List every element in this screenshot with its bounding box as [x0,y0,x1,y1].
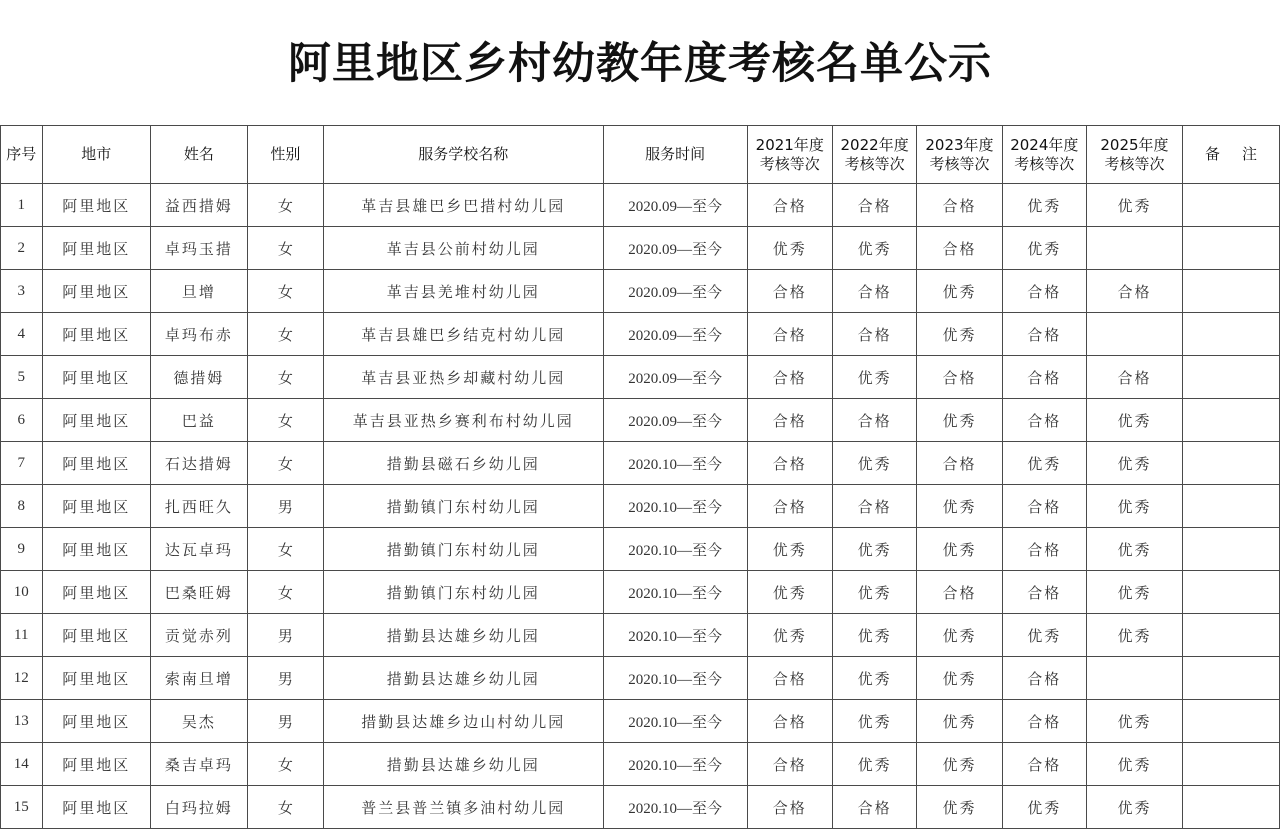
table-header [1,126,1280,184]
cell-name: 扎西旺久 [150,485,247,528]
cell-2022-grade: 合格 [832,313,916,356]
cell-2022-grade: 优秀 [832,227,916,270]
cell-2024-grade: 合格 [1002,270,1086,313]
cell-2025-grade: 优秀 [1087,700,1183,743]
cell-index: 15 [1,786,43,829]
cell-school: 革吉县亚热乡却藏村幼儿园 [323,356,603,399]
table-row [1,571,1280,614]
cell-city: 阿里地区 [42,313,150,356]
header-gender: 性别 [247,126,323,184]
cell-2021-grade: 合格 [747,356,832,399]
header-2024 [1002,126,1086,184]
cell-remark [1182,313,1279,356]
cell-2021-grade: 合格 [747,399,832,442]
table-row [1,227,1280,270]
cell-2023-grade: 优秀 [917,270,1002,313]
header-index: 序号 [1,126,43,184]
cell-gender: 女 [247,743,323,786]
cell-2021-grade: 优秀 [747,528,832,571]
cell-2024-grade: 合格 [1002,485,1086,528]
table-row [1,313,1280,356]
cell-city: 阿里地区 [42,356,150,399]
cell-2024-grade: 合格 [1002,571,1086,614]
cell-2021-grade: 优秀 [747,571,832,614]
cell-remark [1182,442,1279,485]
cell-name: 贡觉赤列 [150,614,247,657]
table-row [1,657,1280,700]
cell-name: 卓玛布赤 [150,313,247,356]
cell-city: 阿里地区 [42,571,150,614]
cell-remark [1182,227,1279,270]
cell-remark [1182,657,1279,700]
cell-2022-grade: 合格 [832,786,916,829]
cell-name: 旦增 [150,270,247,313]
cell-gender: 女 [247,786,323,829]
cell-service-time: 2020.10—至今 [603,614,747,657]
cell-2024-grade: 合格 [1002,528,1086,571]
cell-2023-grade: 合格 [917,227,1002,270]
cell-name: 卓玛玉措 [150,227,247,270]
cell-2025-grade [1087,313,1183,356]
cell-index: 5 [1,356,43,399]
cell-service-time: 2020.09—至今 [603,270,747,313]
cell-2022-grade: 合格 [832,399,916,442]
cell-index: 13 [1,700,43,743]
cell-name: 索南旦增 [150,657,247,700]
table-row [1,356,1280,399]
cell-2021-grade: 优秀 [747,227,832,270]
cell-service-time: 2020.10—至今 [603,743,747,786]
cell-2021-grade: 优秀 [747,614,832,657]
cell-gender: 女 [247,442,323,485]
cell-2024-grade: 合格 [1002,657,1086,700]
cell-index: 6 [1,399,43,442]
cell-2021-grade: 合格 [747,184,832,227]
cell-index: 4 [1,313,43,356]
cell-2021-grade: 合格 [747,313,832,356]
cell-2023-grade: 合格 [917,571,1002,614]
cell-city: 阿里地区 [42,614,150,657]
cell-2023-grade: 合格 [917,442,1002,485]
cell-name: 巴益 [150,399,247,442]
cell-name: 德措姆 [150,356,247,399]
cell-2025-grade: 优秀 [1087,442,1183,485]
cell-2025-grade [1087,657,1183,700]
cell-2024-grade: 优秀 [1002,184,1086,227]
cell-2023-grade: 优秀 [917,614,1002,657]
cell-index: 3 [1,270,43,313]
header-2025-year: 2025年度 [1100,135,1169,154]
table-row [1,485,1280,528]
cell-gender: 男 [247,657,323,700]
cell-school: 革吉县亚热乡赛利布村幼儿园 [323,399,603,442]
cell-2021-grade: 合格 [747,485,832,528]
header-2022-year: 2022年度 [840,135,909,154]
cell-2025-grade: 优秀 [1087,184,1183,227]
cell-school: 措勤镇门东村幼儿园 [323,571,603,614]
cell-name: 达瓦卓玛 [150,528,247,571]
cell-gender: 女 [247,356,323,399]
cell-2023-grade: 优秀 [917,786,1002,829]
cell-city: 阿里地区 [42,528,150,571]
table-row [1,442,1280,485]
cell-name: 益西措姆 [150,184,247,227]
cell-2024-grade: 优秀 [1002,442,1086,485]
cell-2022-grade: 优秀 [832,571,916,614]
cell-service-time: 2020.09—至今 [603,356,747,399]
cell-school: 措勤镇门东村幼儿园 [323,485,603,528]
cell-remark [1182,270,1279,313]
cell-city: 阿里地区 [42,270,150,313]
header-2023-year: 2023年度 [925,135,994,154]
cell-school: 革吉县雄巴乡结克村幼儿园 [323,313,603,356]
cell-remark [1182,786,1279,829]
cell-index: 2 [1,227,43,270]
header-2025 [1087,126,1183,184]
cell-2021-grade: 合格 [747,786,832,829]
page-title: 阿里地区乡村幼教年度考核名单公示 [288,39,992,89]
cell-city: 阿里地区 [42,657,150,700]
cell-2023-grade: 合格 [917,184,1002,227]
table-row [1,184,1280,227]
cell-gender: 女 [247,270,323,313]
cell-index: 14 [1,743,43,786]
cell-school: 普兰县普兰镇多油村幼儿园 [323,786,603,829]
cell-gender: 男 [247,614,323,657]
cell-2025-grade: 优秀 [1087,528,1183,571]
cell-index: 1 [1,184,43,227]
cell-2023-grade: 优秀 [917,399,1002,442]
cell-city: 阿里地区 [42,399,150,442]
cell-2024-grade: 优秀 [1002,614,1086,657]
cell-2023-grade: 优秀 [917,700,1002,743]
header-2023-grade: 考核等次 [929,154,990,173]
table-row [1,743,1280,786]
cell-2024-grade: 合格 [1002,700,1086,743]
cell-remark [1182,184,1279,227]
cell-gender: 女 [247,528,323,571]
cell-2022-grade: 优秀 [832,442,916,485]
cell-service-time: 2020.10—至今 [603,786,747,829]
cell-service-time: 2020.10—至今 [603,485,747,528]
cell-2025-grade: 优秀 [1087,399,1183,442]
cell-city: 阿里地区 [42,743,150,786]
cell-2023-grade: 优秀 [917,485,1002,528]
cell-2023-grade: 合格 [917,356,1002,399]
cell-city: 阿里地区 [42,184,150,227]
cell-2022-grade: 优秀 [832,528,916,571]
cell-2023-grade: 优秀 [917,743,1002,786]
table-body [1,184,1280,829]
cell-service-time: 2020.10—至今 [603,700,747,743]
cell-school: 革吉县公前村幼儿园 [323,227,603,270]
cell-remark [1182,399,1279,442]
cell-2022-grade: 优秀 [832,700,916,743]
cell-2025-grade: 优秀 [1087,571,1183,614]
cell-school: 措勤县磁石乡幼儿园 [323,442,603,485]
cell-2024-grade: 合格 [1002,356,1086,399]
header-2022-grade: 考核等次 [844,154,905,173]
cell-index: 10 [1,571,43,614]
header-2024-grade: 考核等次 [1014,154,1075,173]
cell-school: 措勤县达雄乡幼儿园 [323,743,603,786]
cell-gender: 女 [247,571,323,614]
cell-2023-grade: 优秀 [917,657,1002,700]
header-2021 [747,126,832,184]
header-school: 服务学校名称 [323,126,603,184]
header-service-time: 服务时间 [603,126,747,184]
assessment-table [0,125,1280,829]
cell-remark [1182,528,1279,571]
cell-service-time: 2020.09—至今 [603,313,747,356]
cell-2023-grade: 优秀 [917,313,1002,356]
cell-2025-grade: 优秀 [1087,786,1183,829]
cell-2025-grade: 优秀 [1087,614,1183,657]
header-2024-year: 2024年度 [1010,135,1079,154]
header-2025-grade: 考核等次 [1104,154,1165,173]
cell-2025-grade [1087,227,1183,270]
table-row [1,700,1280,743]
cell-school: 革吉县羌堆村幼儿园 [323,270,603,313]
cell-index: 11 [1,614,43,657]
table-row [1,270,1280,313]
cell-2024-grade: 优秀 [1002,786,1086,829]
cell-school: 措勤县达雄乡幼儿园 [323,614,603,657]
cell-2022-grade: 优秀 [832,657,916,700]
cell-2022-grade: 合格 [832,270,916,313]
cell-name: 巴桑旺姆 [150,571,247,614]
cell-service-time: 2020.09—至今 [603,227,747,270]
cell-school: 措勤镇门东村幼儿园 [323,528,603,571]
cell-2021-grade: 合格 [747,743,832,786]
cell-city: 阿里地区 [42,485,150,528]
header-2021-year: 2021年度 [755,135,824,154]
table-row [1,614,1280,657]
cell-remark [1182,743,1279,786]
cell-city: 阿里地区 [42,700,150,743]
cell-2021-grade: 合格 [747,657,832,700]
table-row [1,528,1280,571]
cell-index: 8 [1,485,43,528]
cell-2022-grade: 优秀 [832,356,916,399]
cell-remark [1182,571,1279,614]
cell-service-time: 2020.10—至今 [603,528,747,571]
cell-2022-grade: 优秀 [832,614,916,657]
cell-2022-grade: 合格 [832,485,916,528]
cell-service-time: 2020.09—至今 [603,399,747,442]
cell-2025-grade: 优秀 [1087,485,1183,528]
cell-city: 阿里地区 [42,786,150,829]
cell-remark [1182,485,1279,528]
cell-2024-grade: 合格 [1002,743,1086,786]
header-name: 姓名 [150,126,247,184]
cell-2024-grade: 合格 [1002,399,1086,442]
cell-2025-grade: 优秀 [1087,743,1183,786]
table-row [1,786,1280,829]
cell-gender: 女 [247,184,323,227]
cell-2024-grade: 优秀 [1002,227,1086,270]
cell-name: 石达措姆 [150,442,247,485]
header-city: 地市 [42,126,150,184]
cell-remark [1182,614,1279,657]
header-row [1,126,1280,184]
cell-2025-grade: 合格 [1087,356,1183,399]
cell-2021-grade: 合格 [747,700,832,743]
cell-name: 吴杰 [150,700,247,743]
cell-service-time: 2020.09—至今 [603,184,747,227]
cell-name: 桑吉卓玛 [150,743,247,786]
cell-2023-grade: 优秀 [917,528,1002,571]
cell-school: 革吉县雄巴乡巴措村幼儿园 [323,184,603,227]
header-2023 [917,126,1002,184]
cell-2022-grade: 合格 [832,184,916,227]
cell-city: 阿里地区 [42,227,150,270]
cell-index: 12 [1,657,43,700]
cell-city: 阿里地区 [42,442,150,485]
header-2021-grade: 考核等次 [759,154,820,173]
cell-gender: 女 [247,399,323,442]
cell-school: 措勤县达雄乡边山村幼儿园 [323,700,603,743]
header-2022 [832,126,916,184]
cell-gender: 女 [247,227,323,270]
header-remark: 备注 [1182,126,1279,184]
cell-2024-grade: 合格 [1002,313,1086,356]
table-row [1,399,1280,442]
cell-remark [1182,356,1279,399]
cell-index: 9 [1,528,43,571]
cell-name: 白玛拉姆 [150,786,247,829]
cell-remark [1182,700,1279,743]
cell-gender: 男 [247,485,323,528]
cell-school: 措勤县达雄乡幼儿园 [323,657,603,700]
cell-2021-grade: 合格 [747,270,832,313]
cell-2021-grade: 合格 [747,442,832,485]
cell-service-time: 2020.10—至今 [603,442,747,485]
cell-service-time: 2020.10—至今 [603,657,747,700]
cell-2022-grade: 优秀 [832,743,916,786]
cell-gender: 男 [247,700,323,743]
cell-index: 7 [1,442,43,485]
cell-service-time: 2020.10—至今 [603,571,747,614]
cell-gender: 女 [247,313,323,356]
cell-2025-grade: 合格 [1087,270,1183,313]
